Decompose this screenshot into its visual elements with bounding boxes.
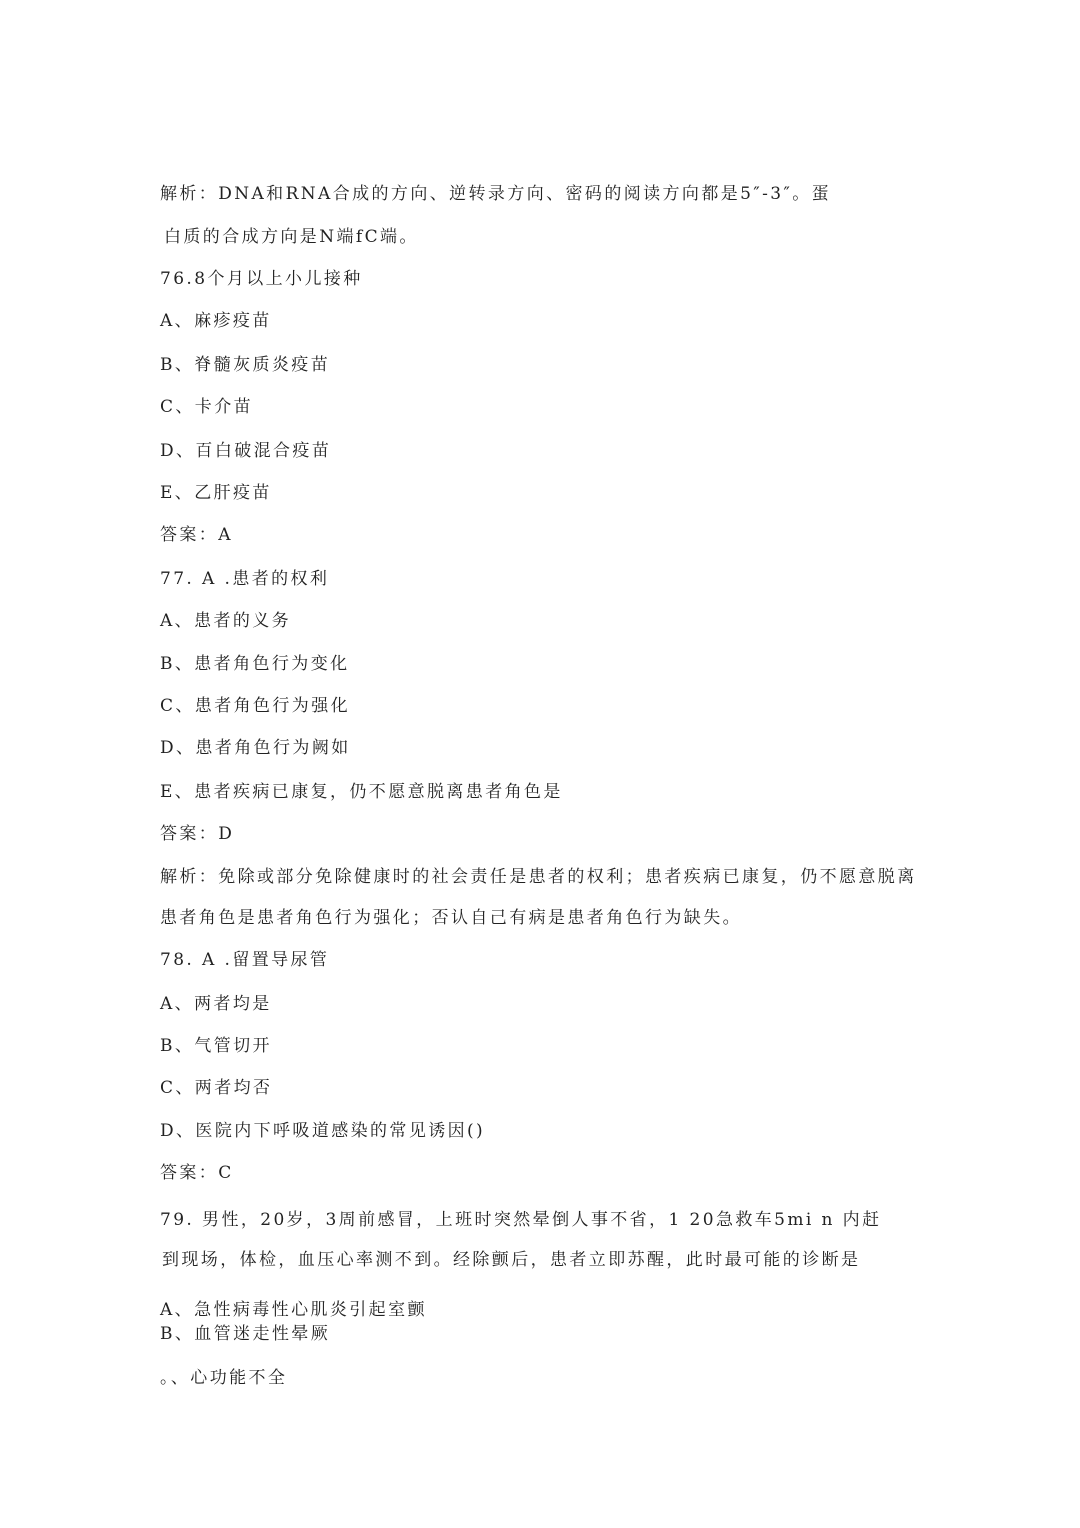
q79-option-a: A、急性病毒性心肌炎引起室颤 (160, 1300, 427, 1320)
q78-answer: 答案：C (160, 1163, 234, 1183)
q76-option-d: D、百白破混合疫苗 (160, 441, 332, 461)
q78-option-a: A、两者均是 (160, 994, 272, 1014)
analysis-75-line-2: 白质的合成方向是N端fC端。 (164, 227, 419, 247)
q77-option-a: A、患者的义务 (160, 611, 292, 631)
q77-option-b: B、患者角色行为变化 (160, 654, 350, 674)
analysis-75-line-1: 解析：DNA和RNA合成的方向、逆转录方向、密码的阅读方向都是5″-3″。蛋 (160, 184, 832, 204)
q77-option-c: C、患者角色行为强化 (160, 696, 351, 716)
q76-answer: 答案：A (160, 525, 233, 545)
analysis-77-line-2: 患者角色是患者角色行为强化；否认自己有病是患者角色行为缺失。 (160, 908, 742, 928)
q78-option-b: B、气管切开 (160, 1036, 272, 1056)
question-79-line-1: 79. 男性，20岁，3周前感冒，上班时突然晕倒人事不省，1 20急救车5mi n 内赶 (160, 1210, 882, 1230)
question-79-line-2: 到现场，体检，血压心率测不到。经除颤后，患者立即苏醒，此时最可能的诊断是 (162, 1250, 861, 1270)
q77-option-e: E、患者疾病已康复，仍不愿意脱离患者角色是 (160, 782, 563, 802)
q78-option-c: C、两者均否 (160, 1078, 273, 1098)
analysis-77-line-1: 解析：免除或部分免除健康时的社会责任是患者的权利；患者疾病已康复，仍不愿意脱离 (160, 867, 917, 887)
q76-option-e: E、乙肝疫苗 (160, 483, 272, 503)
q78-option-d: D、医院内下呼吸道感染的常见诱因() (160, 1121, 486, 1141)
q76-option-b: B、脊髓灰质炎疫苗 (160, 355, 331, 375)
question-77: 77. A .患者的权利 (160, 569, 330, 589)
question-76: 76.8个月以上小儿接种 (160, 269, 363, 289)
q77-option-d: D、患者角色行为阙如 (160, 738, 351, 758)
question-78: 78. A .留置导尿管 (160, 950, 330, 970)
q76-option-a: A、麻疹疫苗 (160, 311, 272, 331)
q79-option-c: 。、心功能不全 (160, 1368, 288, 1388)
q77-answer: 答案：D (160, 824, 235, 844)
q79-option-b: B、血管迷走性晕厥 (160, 1324, 331, 1344)
q76-option-c: C、卡介苗 (160, 397, 254, 417)
